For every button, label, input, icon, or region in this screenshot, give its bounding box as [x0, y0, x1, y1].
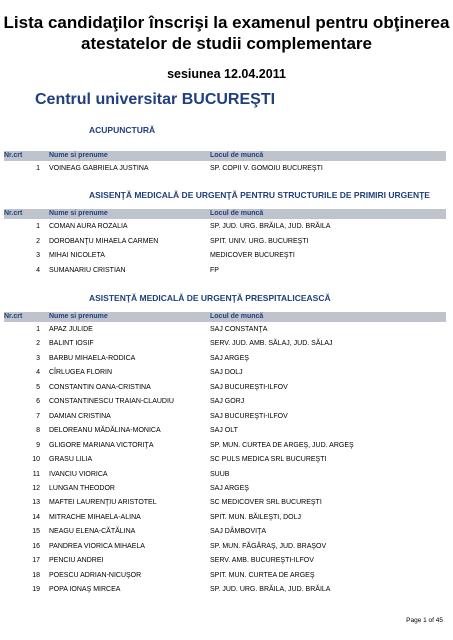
row-number: 3: [36, 354, 40, 362]
row-number: 14: [32, 513, 40, 521]
workplace: SAJ CONSTANŢA: [210, 326, 268, 333]
workplace: SAJ BUCUREŞTI-ILFOV: [210, 383, 288, 391]
row-number: 4: [36, 369, 40, 377]
candidate-name: GRASU LILIA: [49, 456, 93, 464]
row-number: 4: [36, 266, 40, 274]
candidate-name: VOINEAG GABRIELA JUSTINA: [49, 165, 149, 172]
workplace: SAJ DOLJ: [210, 369, 243, 377]
workplace: SAJ ARGEŞ: [210, 484, 249, 492]
workplace: SP. JUD. URG. BRĂILA, JUD. BRĂILA: [210, 586, 331, 594]
row-number: 15: [32, 528, 40, 536]
table-row: [4, 511, 446, 524]
row-number: 2: [36, 340, 40, 348]
row-number: 17: [32, 557, 40, 565]
table-row: [4, 381, 446, 394]
table-row: [4, 264, 446, 277]
row-number: 11: [32, 470, 40, 478]
column-header-place: Locul de muncă: [210, 210, 264, 217]
candidate-name: APAZ JULIDE: [49, 326, 93, 333]
workplace: SC MEDICOVER SRL BUCUREŞTI: [210, 499, 322, 507]
column-header-name: Nume si prenume: [49, 313, 108, 320]
workplace: SAJ BUCUREŞTI-ILFOV: [210, 412, 288, 420]
table-header: [4, 209, 446, 219]
column-header-place: Locul de muncă: [210, 313, 264, 320]
candidate-name: COMAN AURA ROZALIA: [49, 223, 128, 230]
candidate-name: CONSTANTIN OANA-CRISTINA: [49, 383, 151, 391]
candidate-name: CÎRLUGEA FLORIN: [49, 369, 113, 377]
candidate-name: BARBU MIHAELA-RODICA: [49, 354, 136, 362]
page-number: Page 1 of 45: [406, 617, 443, 624]
workplace: SPIT. MUN. BĂILEŞTI, DOLJ: [210, 513, 302, 521]
candidate-name: MAFTEI LAURENŢIU ARISTOTEL: [49, 499, 157, 507]
workplace: SP. MUN. FĂGĂRAŞ, JUD. BRAŞOV: [210, 542, 327, 550]
section-title: ASISENŢĂ MEDICALĂ DE URGENŢĂ PENTRU STRUCTURILE DE PRIMIRI URGENŢE: [89, 190, 430, 200]
table-row: [4, 439, 446, 452]
workplace: SERV. JUD. AMB. SĂLAJ, JUD. SĂLAJ: [210, 340, 333, 348]
candidate-name: SUMANARIU CRISTIAN: [49, 266, 126, 274]
table-header: [4, 312, 446, 322]
workplace: SAJ DÂMBOVIŢA: [210, 528, 267, 536]
workplace: SC PULS MEDICA SRL BUCUREŞTI: [210, 456, 327, 464]
table-row: [4, 235, 446, 248]
row-number: 1: [36, 223, 40, 230]
candidate-name: IVANCIU VIORICA: [49, 470, 108, 478]
row-number: 10: [32, 456, 40, 464]
workplace: SP. COPII V. GOMOIU BUCUREŞTI: [210, 165, 323, 172]
row-number: 19: [32, 586, 40, 594]
workplace: SP. MUN. CURTEA DE ARGEŞ, JUD. ARGEŞ: [210, 441, 354, 449]
workplace: SP. JUD. URG. BRĂILA, JUD. BRĂILA: [210, 223, 331, 230]
title-line-2: atestatelor de studii complementare: [81, 34, 372, 53]
candidate-name: PANDREA VIORICA MIHAELA: [49, 542, 145, 550]
workplace: MEDICOVER BUCUREŞTI: [210, 252, 295, 259]
table-row: [4, 525, 446, 538]
table-row: [4, 569, 446, 582]
workplace: SAJ ARGEŞ: [210, 354, 249, 362]
section-title: ASISTENŢĂ MEDICALĂ DE URGENŢĂ PRESPITALICEASCĂ: [89, 293, 331, 303]
table-row: [4, 424, 446, 437]
table-row: [4, 220, 446, 233]
candidate-name: POPA IONAŞ MIRCEA: [49, 586, 121, 594]
table-row: [4, 162, 446, 175]
row-number: 3: [36, 252, 40, 259]
column-header-name: Nume si prenume: [49, 152, 108, 159]
table-row: [4, 496, 446, 509]
table-row: [4, 453, 446, 466]
workplace: SERV. AMB. BUCUREŞTI-ILFOV: [210, 557, 314, 565]
table-row: [4, 583, 446, 596]
workplace: FP: [210, 266, 219, 274]
row-number: 1: [36, 165, 40, 172]
workplace: SPIT. UNIV. URG. BUCUREŞTI: [210, 237, 309, 245]
candidate-name: BALINT IOSIF: [49, 340, 94, 348]
candidate-name: MITRACHE MIHAELA-ALINA: [49, 513, 141, 521]
table-row: [4, 249, 446, 262]
document-title: [0, 12, 453, 54]
candidate-name: DAMIAN CRISTINA: [49, 412, 111, 420]
table-row: [4, 337, 446, 350]
table-header: [4, 151, 446, 161]
candidate-name: GLIGORE MARIANA VICTORIŢA: [49, 441, 154, 449]
column-header-nr: Nr.crt: [4, 313, 23, 320]
row-number: 18: [32, 571, 40, 579]
workplace: SPIT. MUN. CURTEA DE ARGEŞ: [210, 571, 315, 579]
table-row: [4, 366, 446, 379]
candidate-name: NEAGU ELENA-CĂTĂLINA: [49, 528, 136, 536]
table-row: [4, 323, 446, 336]
candidate-name: LUNGAN THEODOR: [49, 484, 115, 492]
section-title: ACUPUNCTURĂ: [89, 125, 156, 135]
column-header-nr: Nr.crt: [4, 210, 23, 217]
row-number: 6: [36, 398, 40, 406]
session-date: sesiunea 12.04.2011: [167, 67, 286, 81]
workplace: SUUB: [210, 470, 230, 478]
candidate-name: DOROBANŢU MIHAELA CARMEN: [49, 237, 159, 245]
center-heading: Centrul universitar BUCUREŞTI: [35, 91, 276, 108]
candidate-name: MIHAI NICOLETA: [49, 252, 105, 259]
row-number: 1: [36, 326, 40, 333]
column-header-name: Nume si prenume: [49, 210, 108, 217]
row-number: 8: [36, 427, 40, 435]
table-row: [4, 482, 446, 495]
table-row: [4, 410, 446, 423]
row-number: 2: [36, 237, 40, 245]
row-number: 7: [36, 412, 40, 420]
column-header-nr: Nr.crt: [4, 152, 23, 159]
title-line-1: Lista candidaţilor înscrişi la examenul pentru obţinerea: [3, 13, 450, 32]
column-header-place: Locul de muncă: [210, 152, 264, 159]
row-number: 9: [36, 441, 40, 449]
table-row: [4, 352, 446, 365]
row-number: 5: [36, 383, 40, 391]
row-number: 16: [32, 542, 40, 550]
table-row: [4, 554, 446, 567]
workplace: SAJ OLT: [210, 427, 238, 435]
table-row: [4, 468, 446, 481]
candidate-name: DELOREANU MĂDĂLINA-MONICA: [49, 427, 161, 435]
candidate-name: PENCIU ANDREI: [49, 557, 104, 565]
row-number: 13: [32, 499, 40, 507]
workplace: SAJ GORJ: [210, 398, 245, 406]
candidate-name: POESCU ADRIAN-NICUŞOR: [49, 571, 142, 579]
table-row: [4, 395, 446, 408]
table-row: [4, 540, 446, 553]
row-number: 12: [32, 484, 40, 492]
candidate-name: CONSTANTINESCU TRAIAN-CLAUDIU: [49, 398, 174, 406]
